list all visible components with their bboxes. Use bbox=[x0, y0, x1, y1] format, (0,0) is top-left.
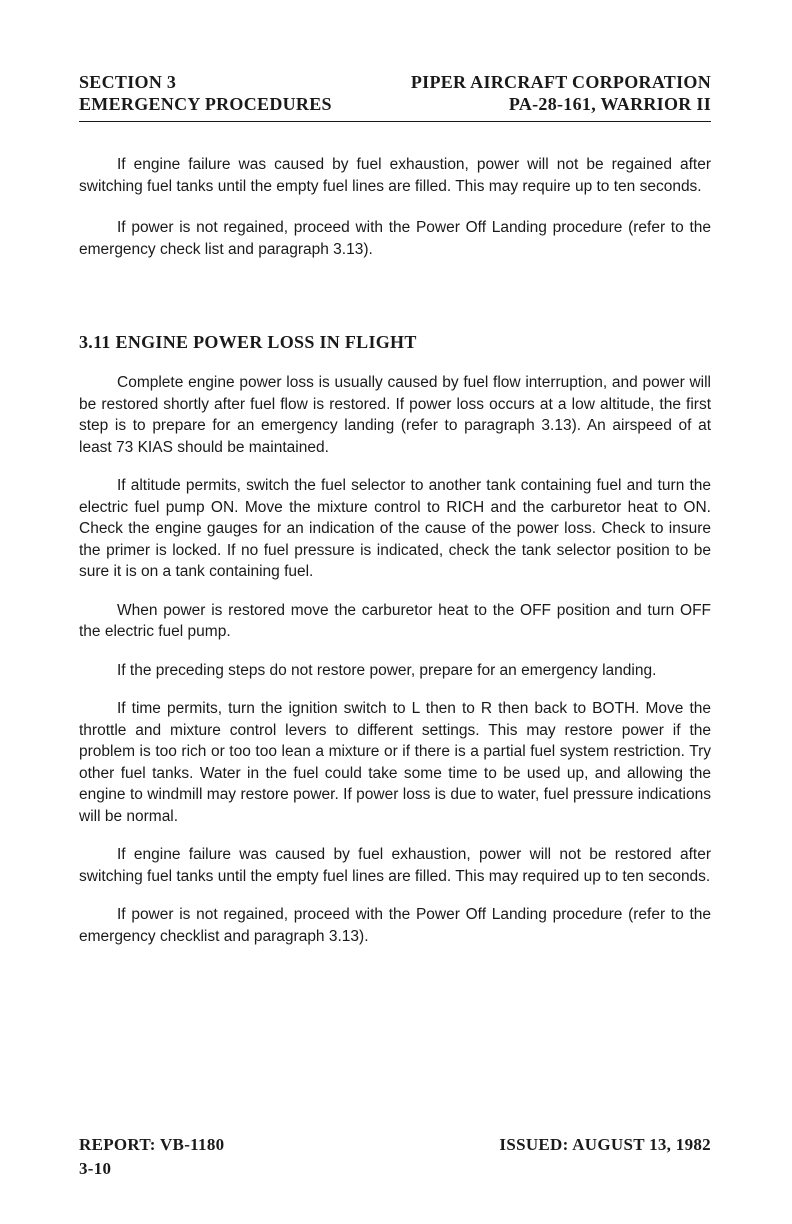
section-paragraph: If altitude permits, switch the fuel selector to another tank containing fuel and turn the electric fuel pump ON. Move the mixture control to RICH and the carburetor heat to ON. Check the engine gauges for an indication of the cause of the power loss. Check to insure the primer is locked. If no fuel pressure is indicated, check the tank selector position to be sure it is on a tank containing fuel. bbox=[79, 477, 711, 580]
intro-text bbox=[79, 154, 711, 260]
intro-paragraph: If power is not regained, proceed with the Power Off Landing procedure (refer to the emergency check list and paragraph 3.13). bbox=[79, 219, 711, 258]
header-divider bbox=[79, 121, 711, 122]
intro-paragraph: If engine failure was caused by fuel exhaustion, power will not be regained after switching fuel tanks until the empty fuel lines are filled. This may require up to ten seconds. bbox=[79, 156, 711, 195]
header-chapter: EMERGENCY PROCEDURES bbox=[79, 94, 332, 114]
section-paragraph: If power is not regained, proceed with the Power Off Landing procedure (refer to the emergency checklist and paragraph 3.13). bbox=[79, 906, 711, 945]
section-paragraph: If time permits, turn the ignition switch to L then to R then back to BOTH. Move the throttle and mixture control levers to different settings. This may restore power if the problem is too rich or too too lean a mixture or if there is a partial fuel system restriction. Try other fuel tanks. Water in the fuel could take some time to be used up, and allowing the engine to windmill may restore power. If power loss is due to water, fuel pressure indications will be normal. bbox=[79, 700, 711, 825]
section-title: 3.11 ENGINE POWER LOSS IN FLIGHT bbox=[79, 332, 417, 352]
header-model: PA-28-161, WARRIOR II bbox=[508, 94, 711, 114]
header-company: PIPER AIRCRAFT CORPORATION bbox=[410, 72, 711, 92]
section-paragraph: Complete engine power loss is usually caused by fuel flow interruption, and power will be restored shortly after fuel flow is restored. If power loss occurs at a low altitude, the first step is to prepare for an emergency landing (refer to paragraph 3.13). An airspeed of at least 73 KIAS should be maintained. bbox=[79, 374, 711, 456]
header-section: SECTION 3 bbox=[79, 72, 177, 92]
page-number: 3-10 bbox=[79, 1159, 112, 1178]
section-paragraph: If engine failure was caused by fuel exhaustion, power will not be restored after switching fuel tanks until the empty fuel lines are filled. This may required up to ten seconds. bbox=[79, 846, 711, 885]
section-body bbox=[79, 372, 711, 947]
section-paragraph: If the preceding steps do not restore power, prepare for an emergency landing. bbox=[117, 661, 657, 679]
section-paragraph: When power is restored move the carburetor heat to the OFF position and turn OFF the electric fuel pump. bbox=[79, 601, 711, 640]
footer-issued: ISSUED: AUGUST 13, 1982 bbox=[499, 1135, 711, 1154]
footer-report: REPORT: VB-1180 bbox=[79, 1135, 225, 1154]
